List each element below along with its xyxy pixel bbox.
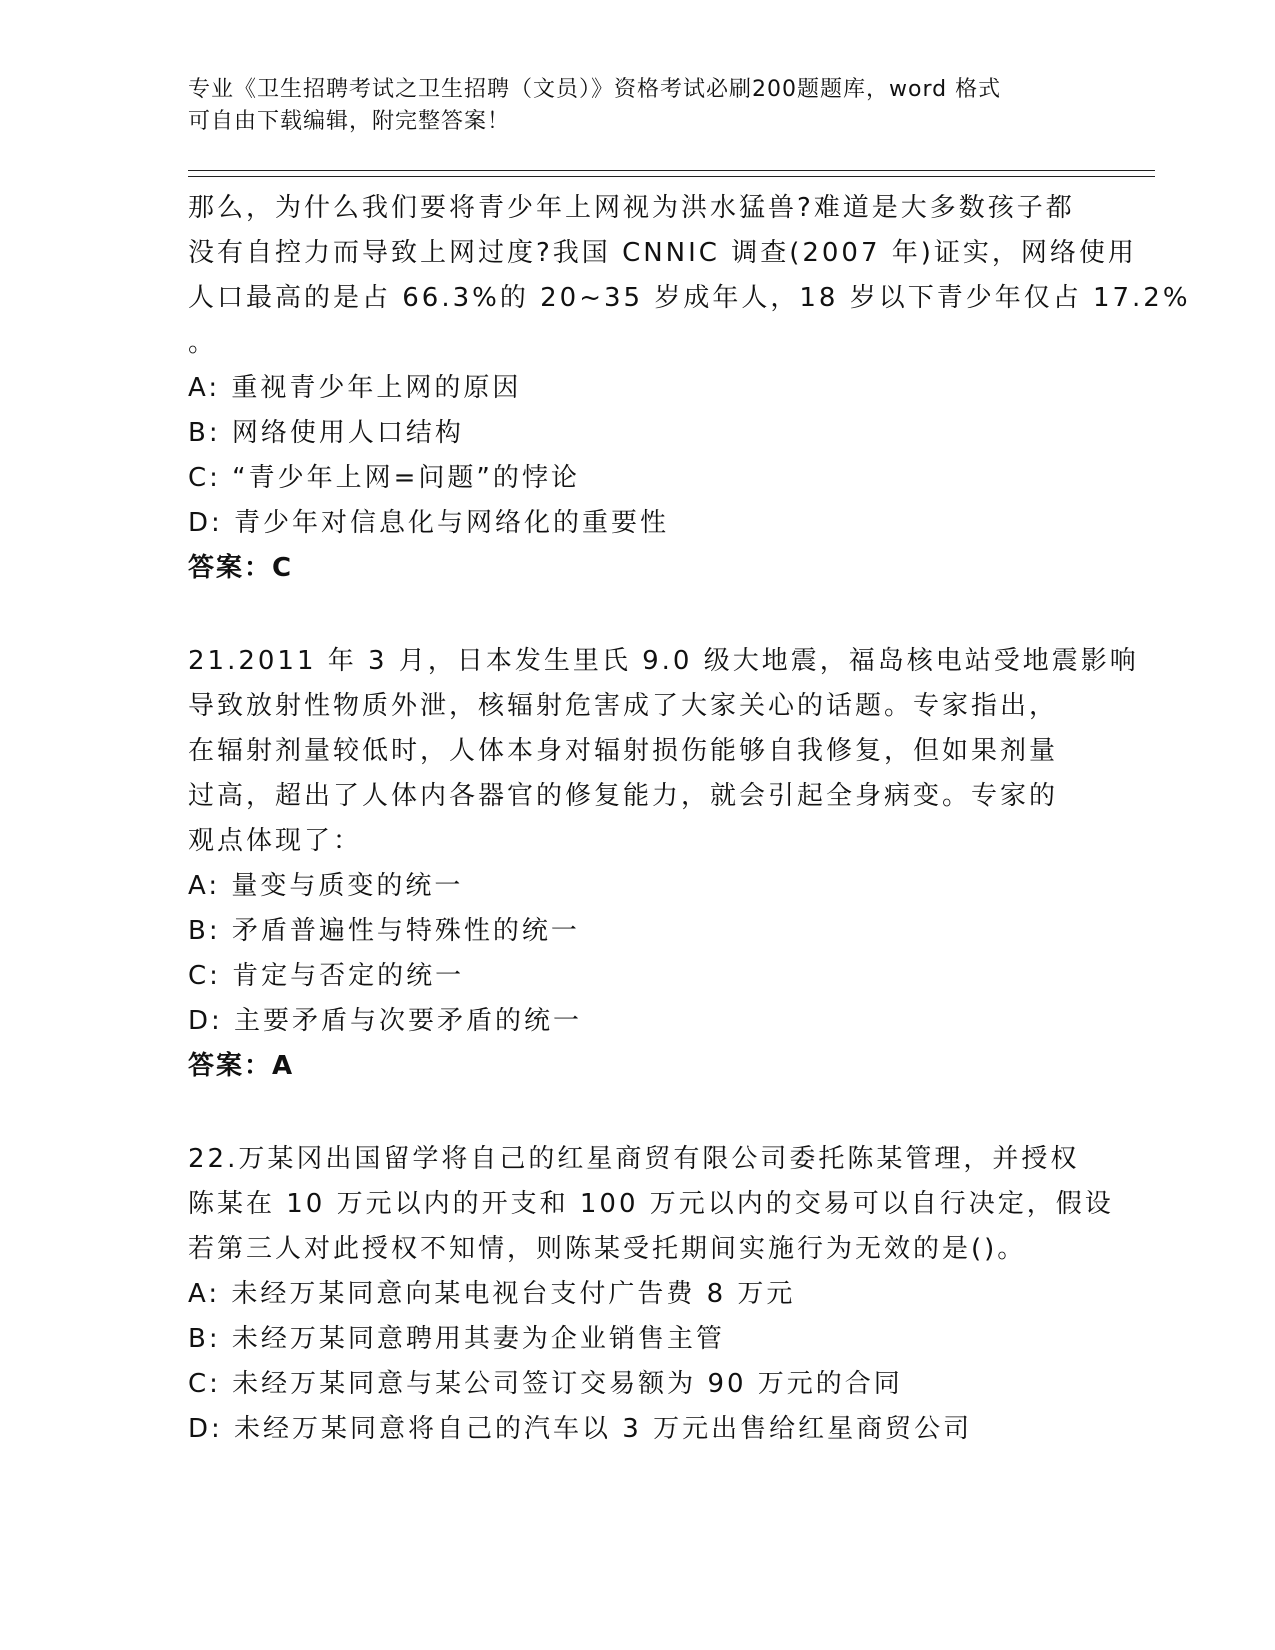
option-d: D: 主要矛盾与次要矛盾的统一 (188, 1006, 583, 1036)
question-stem-line: 。 (188, 328, 218, 358)
question-stem-line: 人口最高的是占 66.3%的 20~35 岁成年人，18 岁以下青少年仅占 17.2% (188, 283, 1191, 313)
question-spacer (188, 591, 1093, 639)
option-a: A: 重视青少年上网的原因 (188, 373, 522, 403)
question-20 (188, 186, 1191, 591)
question-stem-line: 导致放射性物质外泄，核辐射危害成了大家关心的话题。专家指出， (188, 691, 1059, 721)
header-line-1: 专业《卫生招聘考试之卫生招聘（文员）》资格考试必刷200题题库，word 格式 (188, 77, 1002, 102)
question-stem-line: 22.万某冈出国留学将自己的红星商贸有限公司委托陈某管理，并授权 (188, 1144, 1080, 1174)
question-22 (188, 1137, 1114, 1452)
question-stem-line: 过高，超出了人体内各器官的修复能力，就会引起全身病变。专家的 (188, 781, 1059, 811)
question-stem-line: 观点体现了： (188, 826, 363, 856)
answer-label: 答案：A (188, 1051, 295, 1081)
question-spacer (188, 1089, 1093, 1137)
option-b: B: 矛盾普遍性与特殊性的统一 (188, 916, 580, 946)
header-line-2: 可自由下载编辑，附完整答案！ (188, 109, 511, 134)
option-d: D: 青少年对信息化与网络化的重要性 (188, 508, 670, 538)
option-d: D: 未经万某同意将自己的汽车以 3 万元出售给红星商贸公司 (188, 1414, 973, 1444)
question-stem-line: 若第三人对此授权不知情，则陈某受托期间实施行为无效的是()。 (188, 1234, 1027, 1264)
option-c: C: 未经万某同意与某公司签订交易额为 90 万元的合同 (188, 1369, 903, 1399)
option-c: C: 肯定与否定的统一 (188, 961, 465, 991)
question-stem-line: 在辐射剂量较低时，人体本身对辐射损伤能够自我修复，但如果剂量 (188, 736, 1059, 766)
option-a: A: 量变与质变的统一 (188, 871, 464, 901)
option-b: B: 网络使用人口结构 (188, 418, 464, 448)
question-stem-line: 没有自控力而导致上网过度?我国 CNNIC 调查(2007 年)证实，网络使用 (188, 238, 1137, 268)
question-21 (188, 639, 1139, 1089)
question-stem-line: 21.2011 年 3 月，日本发生里氏 9.0 级大地震，福岛核电站受地震影响 (188, 646, 1139, 676)
option-b: B: 未经万某同意聘用其妻为企业销售主管 (188, 1324, 725, 1354)
document-body (188, 186, 1191, 1452)
question-stem-line: 陈某在 10 万元以内的开支和 100 万元以内的交易可以自行决定，假设 (188, 1189, 1114, 1219)
answer-label: 答案：C (188, 553, 294, 583)
option-a: A: 未经万某同意向某电视台支付广告费 8 万元 (188, 1279, 796, 1309)
header-rule-bottom (188, 176, 1155, 177)
document-header (188, 74, 1088, 138)
header-rule-top (188, 170, 1155, 171)
question-stem-line: 那么，为什么我们要将青少年上网视为洪水猛兽?难道是大多数孩子都 (188, 193, 1075, 223)
option-c: C: “青少年上网=问题”的悖论 (188, 463, 580, 493)
